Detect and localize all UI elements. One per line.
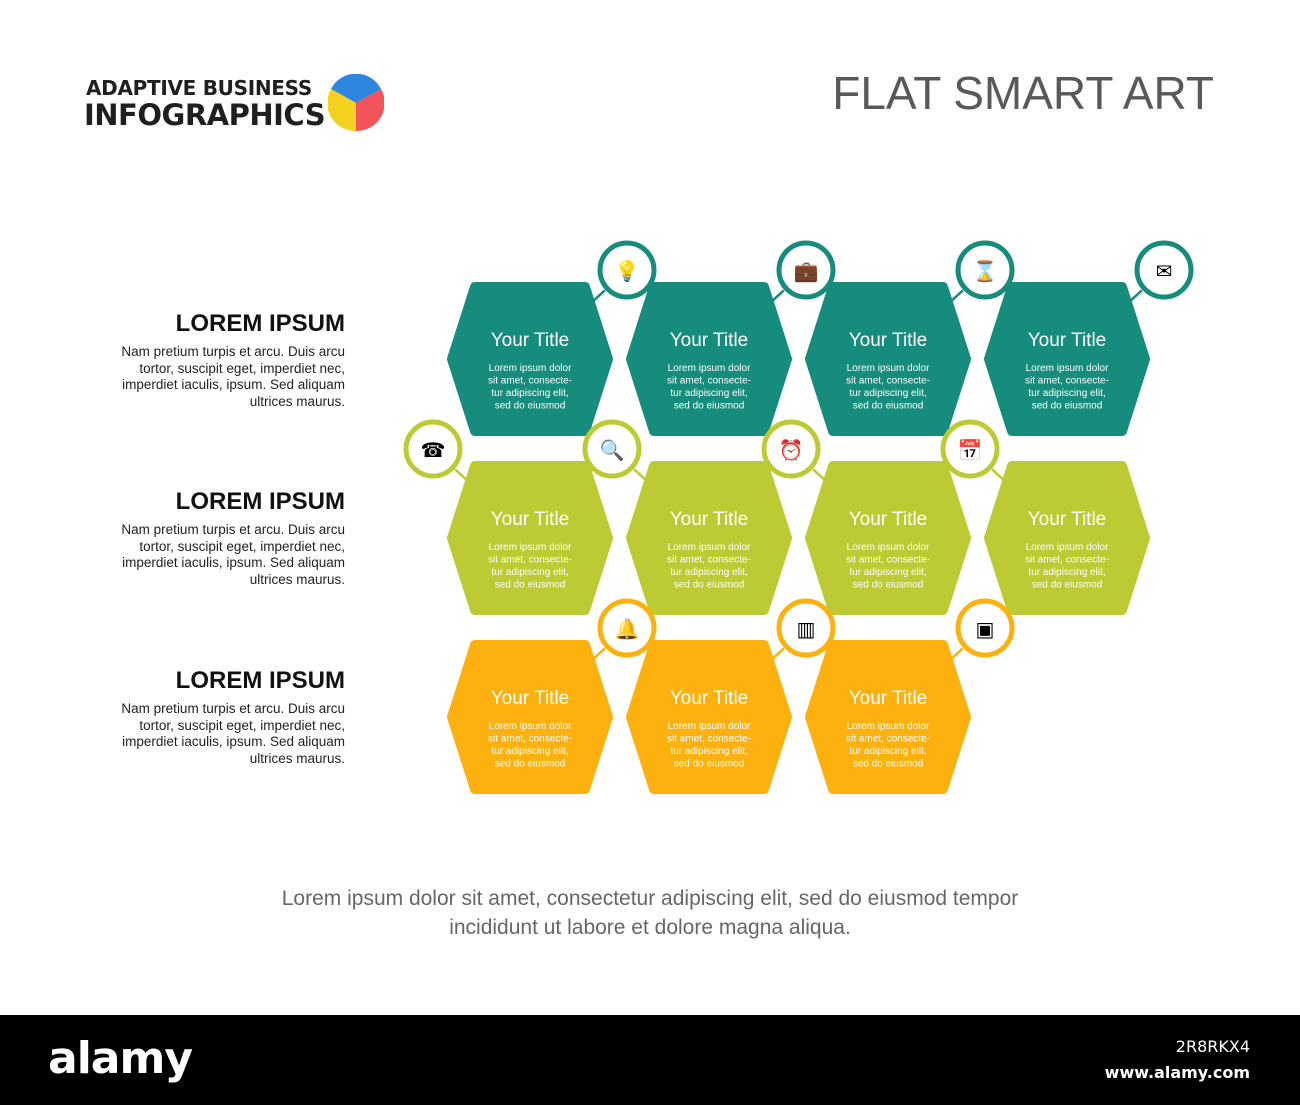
hexagon-text-line: Lorem ipsum dolor [846, 542, 930, 553]
footer-caption [0, 884, 1300, 942]
footer-line: incididunt ut labore et dolore magna aliqua. [449, 916, 851, 939]
hexagon-text-line: Lorem ipsum dolor [488, 721, 572, 732]
hexagon-text-line: sit amet, consecte- [488, 733, 572, 745]
row-body-line: imperdiet iaculis, ipsum. Sed aliquam [122, 734, 345, 749]
row-body-line: Nam pretium turpis et arcu. Duis arcu [121, 344, 345, 359]
row-body-line: tortor, suscipit eget, imperdiet nec, [139, 717, 345, 733]
hexagon-text-line: tur adipiscing elit, [670, 388, 748, 399]
watermark-bar [0, 1015, 1300, 1105]
hexagon-title: Your Title [1027, 330, 1107, 351]
hexagon-card [452, 601, 654, 789]
hexagon-text-line: tur adipiscing elit, [849, 388, 927, 399]
hexagon-text-line: sit amet, consecte- [1025, 375, 1109, 387]
hexagon-text-line: Lorem ipsum dolor [846, 721, 930, 732]
hexagon-text-line: Lorem ipsum dolor [667, 721, 751, 732]
row-body-line: imperdiet iaculis, ipsum. Sed aliquam [122, 377, 345, 392]
hexagon-title: Your Title [669, 509, 749, 530]
hexagon-title: Your Title [848, 509, 928, 530]
hexagon-text-line: tur adipiscing elit, [849, 567, 927, 578]
watermark-image-id: 2R8RKX4 [1175, 1037, 1250, 1056]
hexagon-text-line: Lorem ipsum dolor [667, 542, 751, 553]
page-title: FLAT SMART ART [832, 67, 1214, 119]
row-body-line: tortor, suscipit eget, imperdiet nec, [139, 538, 345, 554]
row-heading: LOREM IPSUM [175, 488, 345, 515]
hexagon-text-line: sed do eiusmod [852, 400, 924, 412]
row-heading: LOREM IPSUM [175, 310, 345, 337]
row-body-line: ultrices maurus. [249, 393, 345, 409]
hexagon-text-line: sed do eiusmod [673, 758, 745, 770]
row-body-line: tortor, suscipit eget, imperdiet nec, [139, 360, 345, 376]
hexagon-text-line: sed do eiusmod [494, 400, 566, 412]
logo-title-line1: ADAPTIVE BUSINESS [86, 76, 312, 100]
hexagon-text-line: tur adipiscing elit, [670, 567, 748, 578]
magnifier-icon: 🔍 [599, 438, 625, 462]
row-body-line: Nam pretium turpis et arcu. Duis arcu [121, 522, 345, 537]
hexagon-text-line: sed do eiusmod [494, 579, 566, 591]
footer-line: Lorem ipsum dolor sit amet, consectetur adipiscing elit, sed do eiusmod tempor [281, 887, 1019, 910]
hexagon-title: Your Title [848, 688, 928, 709]
hexagon-text-line: sit amet, consecte- [488, 554, 572, 566]
hexagon-text-line: sit amet, consecte- [846, 554, 930, 566]
hexagon-text-line: sed do eiusmod [852, 758, 924, 770]
hexagon-text-line: sit amet, consecte- [488, 375, 572, 387]
hexagon-text-line: tur adipiscing elit, [1028, 388, 1106, 399]
hexagon-text-line: sed do eiusmod [852, 579, 924, 591]
hexagon-card [989, 243, 1191, 431]
briefcase-icon: 💼 [793, 259, 819, 283]
hexagon-title: Your Title [490, 688, 570, 709]
alarm-clock-icon: ⏰ [778, 438, 804, 462]
hexagon-text-line: tur adipiscing elit, [491, 746, 569, 757]
hexagon-text-line: Lorem ipsum dolor [1025, 363, 1109, 374]
hexagon-card [585, 422, 787, 610]
hexagon-card [631, 243, 833, 431]
hexagon-text-line: sit amet, consecte- [667, 375, 751, 387]
hexagon-text-line: Lorem ipsum dolor [846, 363, 930, 374]
hexagon-text-line: sed do eiusmod [673, 400, 745, 412]
hexagon-text-line: tur adipiscing elit, [491, 388, 569, 399]
hexagon-text-line: tur adipiscing elit, [849, 746, 927, 757]
hexagon-text-line: sit amet, consecte- [667, 554, 751, 566]
row-body-line: imperdiet iaculis, ipsum. Sed aliquam [122, 555, 345, 570]
hexagon-text-line: sit amet, consecte- [846, 733, 930, 745]
safe-icon: ▣ [975, 617, 995, 641]
hexagon-card [631, 601, 833, 789]
hexagon-card [810, 601, 1012, 789]
barcode-icon: ▥ [796, 617, 816, 641]
hexagon-text-line: Lorem ipsum dolor [667, 363, 751, 374]
hexagon-text-line: sit amet, consecte- [667, 733, 751, 745]
hexagon-text-line: sed do eiusmod [494, 758, 566, 770]
hexagon-text-line: tur adipiscing elit, [670, 746, 748, 757]
hexagon-text-line: sed do eiusmod [673, 579, 745, 591]
row-heading: LOREM IPSUM [175, 667, 345, 694]
hexagon-title: Your Title [490, 330, 570, 351]
hexagon-text-line: sit amet, consecte- [846, 375, 930, 387]
hexagon-title: Your Title [848, 330, 928, 351]
hexagon-title: Your Title [1027, 509, 1107, 530]
hexagon-text-line: Lorem ipsum dolor [1025, 542, 1109, 553]
bell-icon: 🔔 [614, 617, 640, 641]
hexagon-text-line: tur adipiscing elit, [491, 567, 569, 578]
logo-title-line2: INFOGRAPHICS [84, 98, 326, 132]
hexagon-title: Your Title [490, 509, 570, 530]
watermark-brand: alamy [48, 1033, 192, 1084]
hexagon-text-line: sed do eiusmod [1031, 400, 1103, 412]
row-body-line: ultrices maurus. [249, 750, 345, 766]
row-body-line: ultrices maurus. [249, 571, 345, 587]
hexagon-title: Your Title [669, 688, 749, 709]
hexagon-card [810, 243, 1012, 431]
hexagon-text-line: sed do eiusmod [1031, 579, 1103, 591]
hexagon-card [452, 243, 654, 431]
hexagon-text-line: sit amet, consecte- [1025, 554, 1109, 566]
lightbulb-icon: 💡 [614, 259, 640, 283]
watermark-url: www.alamy.com [1104, 1063, 1250, 1082]
hexagon-card [943, 422, 1145, 610]
hourglass-icon: ⌛ [972, 259, 998, 283]
calendar-icon: 📅 [957, 438, 983, 462]
hexagon-text-line: tur adipiscing elit, [1028, 567, 1106, 578]
row-body-line: Nam pretium turpis et arcu. Duis arcu [121, 701, 345, 716]
hexagon-text-line: Lorem ipsum dolor [488, 542, 572, 553]
telephone-icon: ☎ [420, 438, 446, 462]
hexagon-text-line: Lorem ipsum dolor [488, 363, 572, 374]
hexagon-card [764, 422, 966, 610]
envelope-icon: ✉ [1155, 259, 1173, 283]
hexagon-title: Your Title [669, 330, 749, 351]
hexagon-card [406, 422, 608, 610]
